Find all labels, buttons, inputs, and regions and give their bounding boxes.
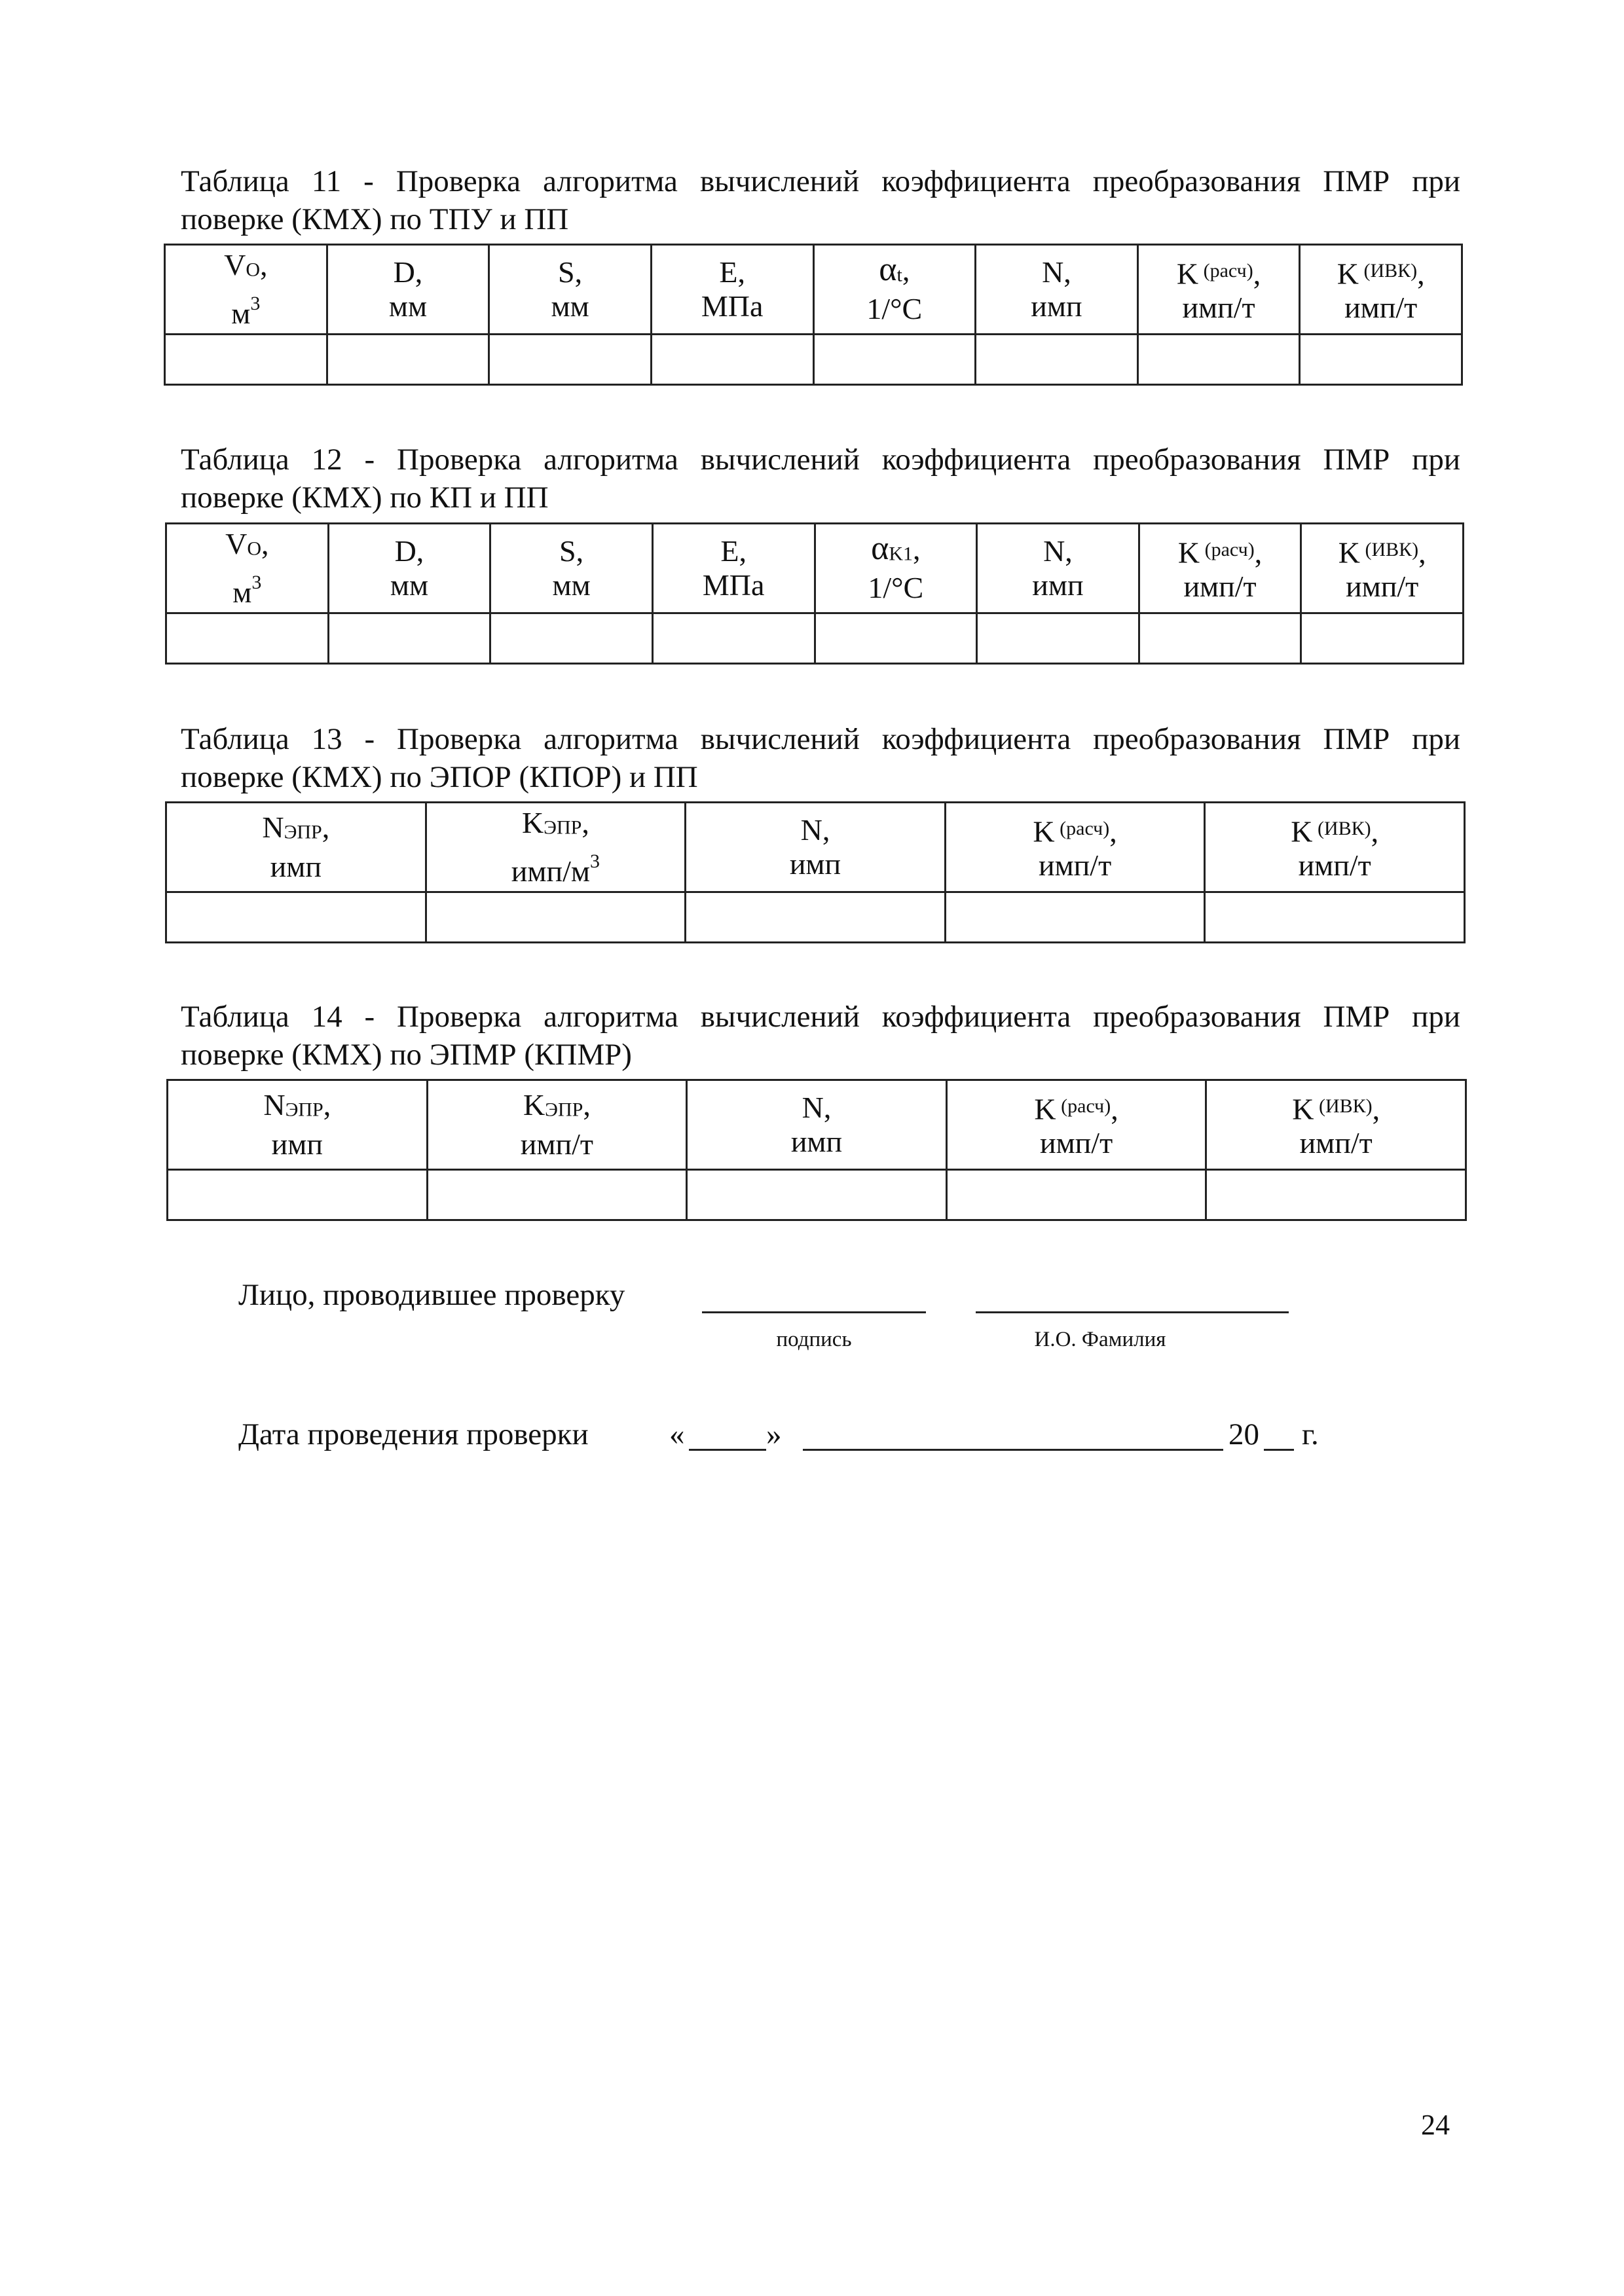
table12-header-cell	[977, 524, 1139, 613]
table11-input-cell[interactable]	[1137, 335, 1300, 385]
table14-header-cell	[687, 1080, 947, 1170]
table12-header-cell	[166, 524, 329, 613]
header-symbol: VO,	[225, 526, 269, 560]
header-unit: имп	[790, 1125, 843, 1158]
header-symbol: S,	[559, 534, 584, 568]
table12-header-cell	[652, 524, 815, 613]
header-unit: $м^3$	[231, 293, 261, 331]
table12-caption: Таблица 12 - Проверка алгоритма вычислений коэффициента преобразования ПМР при поверке (КМХ) по КП и ПП	[181, 443, 1460, 515]
person-label: Лицо, проводившее проверку	[238, 1278, 625, 1312]
quote-open: «	[669, 1417, 685, 1451]
year-prefix: 20	[1228, 1417, 1259, 1451]
table14-header-cell	[168, 1080, 428, 1170]
table13-input-cell[interactable]	[1205, 892, 1465, 943]
table13-caption: Таблица 13 - Проверка алгоритма вычислений коэффициента преобразования ПМР при поверке (КМХ) по ЭПОР (КПОР) и ПП	[181, 722, 1460, 794]
header-unit: мм	[390, 568, 429, 602]
table11	[164, 244, 1463, 386]
table14-input-cell[interactable]	[427, 1170, 687, 1220]
table11-header-cell	[976, 245, 1138, 335]
header-unit: имп/т	[1182, 291, 1255, 325]
header-unit: имп/т	[1183, 570, 1257, 604]
table13-empty-row	[166, 892, 1465, 943]
table12-input-cell[interactable]	[166, 613, 329, 664]
page-number: 24	[1421, 2109, 1450, 2141]
table11-header-cell	[489, 245, 652, 335]
header-symbol: E,	[720, 534, 747, 568]
table12-header-cell	[1301, 524, 1464, 613]
table13-header-cell	[686, 803, 946, 892]
header-unit: имп	[1031, 289, 1082, 323]
table11-input-cell[interactable]	[976, 335, 1138, 385]
header-symbol: N,	[1042, 255, 1071, 289]
header-unit: 1/°C	[868, 571, 924, 605]
header-unit: 1/°C	[866, 292, 923, 326]
header-symbol: K $^{(расч)}$,	[1033, 814, 1117, 848]
header-unit: мм	[552, 568, 591, 602]
header-unit: имп/т	[520, 1127, 593, 1161]
table14-input-cell[interactable]	[168, 1170, 428, 1220]
table11-header-row	[165, 245, 1462, 335]
header-symbol: K $^{(расч)}$,	[1034, 1092, 1118, 1126]
table11-header-cell	[1300, 245, 1462, 335]
table11-header-cell	[651, 245, 813, 335]
header-unit: имп	[1032, 568, 1084, 602]
signature-line[interactable]	[702, 1311, 926, 1313]
table14-header-row	[168, 1080, 1466, 1170]
table14-input-cell[interactable]	[946, 1170, 1206, 1220]
table11-header-cell	[327, 245, 489, 335]
header-unit: имп/т	[1038, 848, 1112, 883]
header-symbol: VO,	[224, 247, 268, 282]
header-unit: имп/т	[1039, 1126, 1113, 1160]
header-unit: имп/т	[1344, 291, 1418, 325]
table14	[166, 1079, 1467, 1221]
header-symbol: D,	[394, 534, 424, 568]
table11-input-cell[interactable]	[1300, 335, 1462, 385]
header-unit: имп	[789, 847, 841, 881]
table13-header-cell	[945, 803, 1205, 892]
table12-input-cell[interactable]	[328, 613, 490, 664]
header-unit: имп	[270, 849, 322, 883]
signature-hint: подпись	[776, 1328, 852, 1351]
table12	[165, 522, 1464, 665]
header-symbol: αt,	[879, 250, 910, 288]
header-symbol: S,	[558, 255, 583, 289]
table12-header-cell	[490, 524, 653, 613]
header-symbol: E,	[719, 255, 745, 289]
table13-input-cell[interactable]	[945, 892, 1205, 943]
table12-input-cell[interactable]	[977, 613, 1139, 664]
day-line[interactable]	[689, 1449, 766, 1451]
header-unit: МПа	[701, 289, 764, 323]
table14-input-cell[interactable]	[687, 1170, 947, 1220]
month-line[interactable]	[803, 1449, 1223, 1451]
table14-caption: Таблица 14 - Проверка алгоритма вычислений коэффициента преобразования ПМР при поверке (КМХ) по ЭПМР (КПМР)	[181, 1000, 1460, 1072]
year-suffix: г.	[1302, 1417, 1319, 1451]
table12-input-cell[interactable]	[1139, 613, 1301, 664]
table12-empty-row	[166, 613, 1464, 664]
table14-header-cell	[427, 1080, 687, 1170]
table11-input-cell[interactable]	[489, 335, 652, 385]
name-line[interactable]	[976, 1311, 1289, 1313]
header-unit: имп/$м^3$	[511, 850, 600, 888]
header-symbol: K $^{(расч)}$,	[1176, 257, 1261, 291]
header-unit: мм	[551, 289, 589, 323]
header-symbol: αK1,	[871, 529, 921, 567]
table11-empty-row	[165, 335, 1462, 385]
table13-input-cell[interactable]	[686, 892, 946, 943]
header-symbol: K $^{(ИВК)}$,	[1291, 814, 1379, 848]
table11-header-cell	[165, 245, 327, 335]
table13	[165, 801, 1466, 943]
table13-header-cell	[426, 803, 686, 892]
header-symbol: N,	[800, 813, 830, 847]
header-symbol: K $^{(ИВК)}$,	[1337, 257, 1425, 291]
header-symbol: K $^{(расч)}$,	[1177, 536, 1263, 570]
table11-input-cell[interactable]	[327, 335, 489, 385]
table12-input-cell[interactable]	[1301, 613, 1464, 664]
header-unit: МПа	[702, 568, 765, 602]
table12-header-cell	[1139, 524, 1301, 613]
table14-header-cell	[1206, 1080, 1466, 1170]
header-unit: $м^3$	[232, 572, 262, 610]
table12-header-cell	[815, 524, 977, 613]
header-unit: мм	[388, 289, 428, 323]
header-unit: имп/т	[1299, 1126, 1373, 1160]
table11-header-cell	[813, 245, 976, 335]
table14-input-cell[interactable]	[1206, 1170, 1466, 1220]
header-unit: имп/т	[1298, 848, 1371, 883]
header-symbol: D,	[393, 255, 423, 289]
table11-input-cell[interactable]	[813, 335, 976, 385]
table14-header-cell	[946, 1080, 1206, 1170]
table11-caption: Таблица 11 - Проверка алгоритма вычислений коэффициента преобразования ПМР при поверке (КМХ) по ТПУ и ПП	[181, 164, 1460, 236]
table11-input-cell[interactable]	[651, 335, 813, 385]
table12-input-cell[interactable]	[652, 613, 815, 664]
header-unit: имп	[271, 1127, 323, 1161]
table12-input-cell[interactable]	[815, 613, 977, 664]
header-symbol: K $^{(ИВК)}$,	[1292, 1092, 1380, 1126]
date-label: Дата проведения проверки	[238, 1417, 589, 1451]
table14-empty-row	[168, 1170, 1466, 1220]
year-line[interactable]	[1264, 1449, 1294, 1451]
table13-header-cell	[1205, 803, 1465, 892]
header-symbol: K $^{(ИВК)}$,	[1338, 536, 1426, 570]
table11-header-cell	[1137, 245, 1300, 335]
header-symbol: NЭПР,	[263, 1088, 331, 1122]
table12-header-row	[166, 524, 1464, 613]
header-symbol: N,	[802, 1091, 832, 1124]
header-symbol: NЭПР,	[262, 811, 330, 845]
header-unit: имп/т	[1346, 570, 1419, 604]
table12-input-cell[interactable]	[490, 613, 653, 664]
header-symbol: KЭПР,	[521, 805, 589, 839]
quote-close: »	[766, 1417, 782, 1451]
header-symbol: KЭПР,	[523, 1088, 591, 1122]
table13-input-cell[interactable]	[426, 892, 686, 943]
table13-header-cell	[166, 803, 426, 892]
name-hint: И.О. Фамилия	[1034, 1328, 1166, 1351]
header-symbol: N,	[1043, 534, 1073, 568]
table11-input-cell[interactable]	[165, 335, 327, 385]
table13-input-cell[interactable]	[166, 892, 426, 943]
table12-header-cell	[328, 524, 490, 613]
table13-header-row	[166, 803, 1465, 892]
